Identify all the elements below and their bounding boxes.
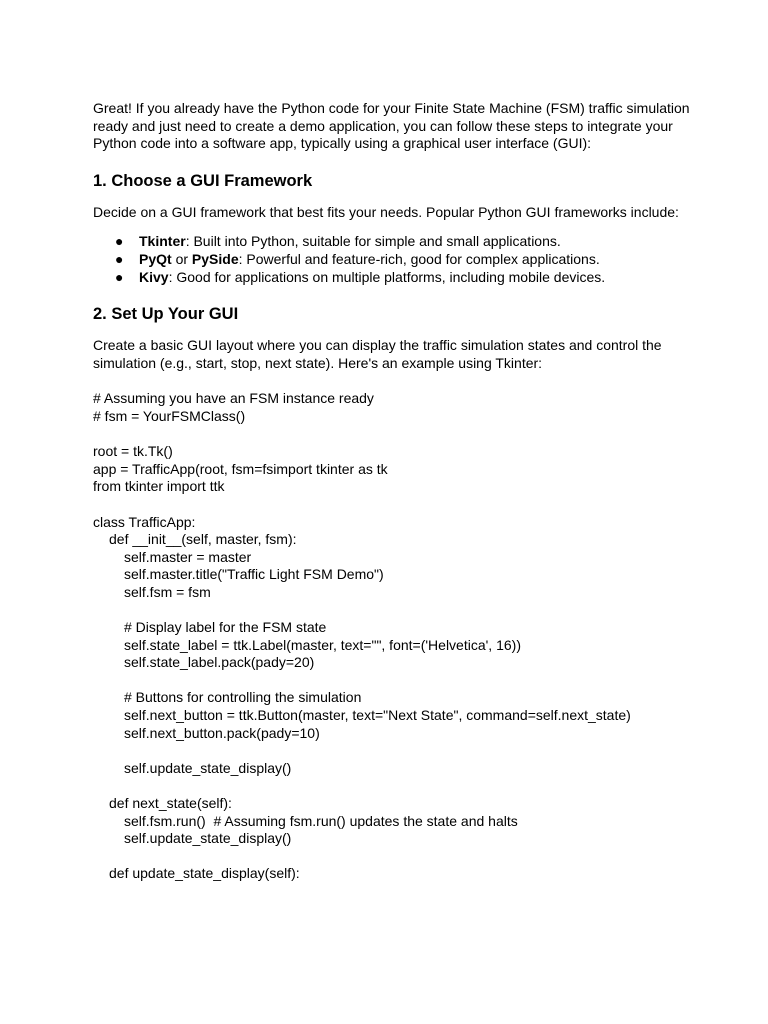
framework-name-alt: PySide: [191, 250, 239, 267]
bullet-icon: ●: [115, 233, 124, 250]
code-line: def __init__(self, master, fsm):: [109, 531, 297, 548]
code-blank-line: [93, 496, 693, 514]
code-line: # Assuming you have an FSM instance ready: [93, 390, 374, 407]
list-item-tkinter: [93, 233, 693, 251]
code-blank-line: [93, 601, 693, 619]
code-block: [93, 390, 693, 883]
section-1-heading: 1. Choose a GUI Framework: [93, 171, 313, 190]
list-item-kivy: [93, 269, 693, 287]
framework-desc: : Built into Python, suitable for simple and small applications.: [185, 233, 561, 250]
code-blank-line: [93, 777, 693, 795]
code-line: self.master = master: [124, 548, 252, 565]
code-line: self.fsm = fsm: [124, 583, 211, 600]
code-line: self.fsm.run() # Assuming fsm.run() updates the state and halts: [124, 812, 518, 829]
framework-name: Kivy: [139, 268, 169, 285]
intro-paragraph: Great! If you already have the Python code for your Finite State Machine (FSM) traffic simulation ready and just need to create a demo application, you can follow these steps to integrate your Python code into a software app, typically using a graphical user interface (GUI):: [93, 100, 690, 152]
code-line: self.next_button.pack(pady=10): [124, 724, 320, 741]
section-2-text: Create a basic GUI layout where you can display the traffic simulation states and control the simulation (e.g., start, stop, next state). Here's an example using Tkinter:: [93, 337, 662, 371]
code-line: class TrafficApp:: [93, 513, 196, 530]
code-line: root = tk.Tk(): [93, 443, 173, 460]
code-line: self.next_button = ttk.Button(master, text="Next State", command=self.next_state): [124, 707, 631, 724]
framework-name: PyQt: [139, 250, 172, 267]
code-line: # fsm = YourFSMClass(): [93, 407, 246, 424]
code-line: def update_state_display(self):: [109, 865, 300, 882]
framework-desc: : Good for applications on multiple platforms, including mobile devices.: [168, 268, 606, 285]
code-line: self.master.title("Traffic Light FSM Demo"): [124, 566, 384, 583]
section-1-text: Decide on a GUI framework that best fits your needs. Popular Python GUI frameworks include:: [93, 203, 679, 220]
code-line: app = TrafficApp(root, fsm=fsimport tkinter as tk: [93, 460, 388, 477]
code-line: self.state_label = ttk.Label(master, text="", font=('Helvetica', 16)): [124, 636, 521, 653]
bullet-icon: ●: [115, 268, 124, 285]
code-line: # Display label for the FSM state: [124, 619, 327, 636]
framework-connector: or: [171, 250, 192, 267]
framework-name: Tkinter: [139, 233, 186, 250]
code-line: from tkinter import ttk: [93, 478, 225, 495]
section-2-heading: 2. Set Up Your GUI: [93, 305, 239, 324]
code-line: self.state_label.pack(pady=20): [124, 654, 315, 671]
code-blank-line: [93, 848, 693, 866]
code-line: # Buttons for controlling the simulation: [124, 689, 362, 706]
code-line: self.update_state_display(): [124, 759, 292, 776]
code-line: self.update_state_display(): [124, 830, 292, 847]
framework-desc: : Powerful and feature-rich, good for complex applications.: [238, 250, 600, 267]
code-line: def next_state(self):: [109, 795, 232, 811]
code-blank-line: [93, 426, 693, 444]
document-page: [93, 100, 693, 883]
bullet-icon: ●: [115, 250, 124, 267]
list-item-pyqt: [93, 251, 693, 269]
code-blank-line: [93, 742, 693, 760]
framework-list: [93, 233, 693, 286]
code-blank-line: [93, 672, 693, 690]
